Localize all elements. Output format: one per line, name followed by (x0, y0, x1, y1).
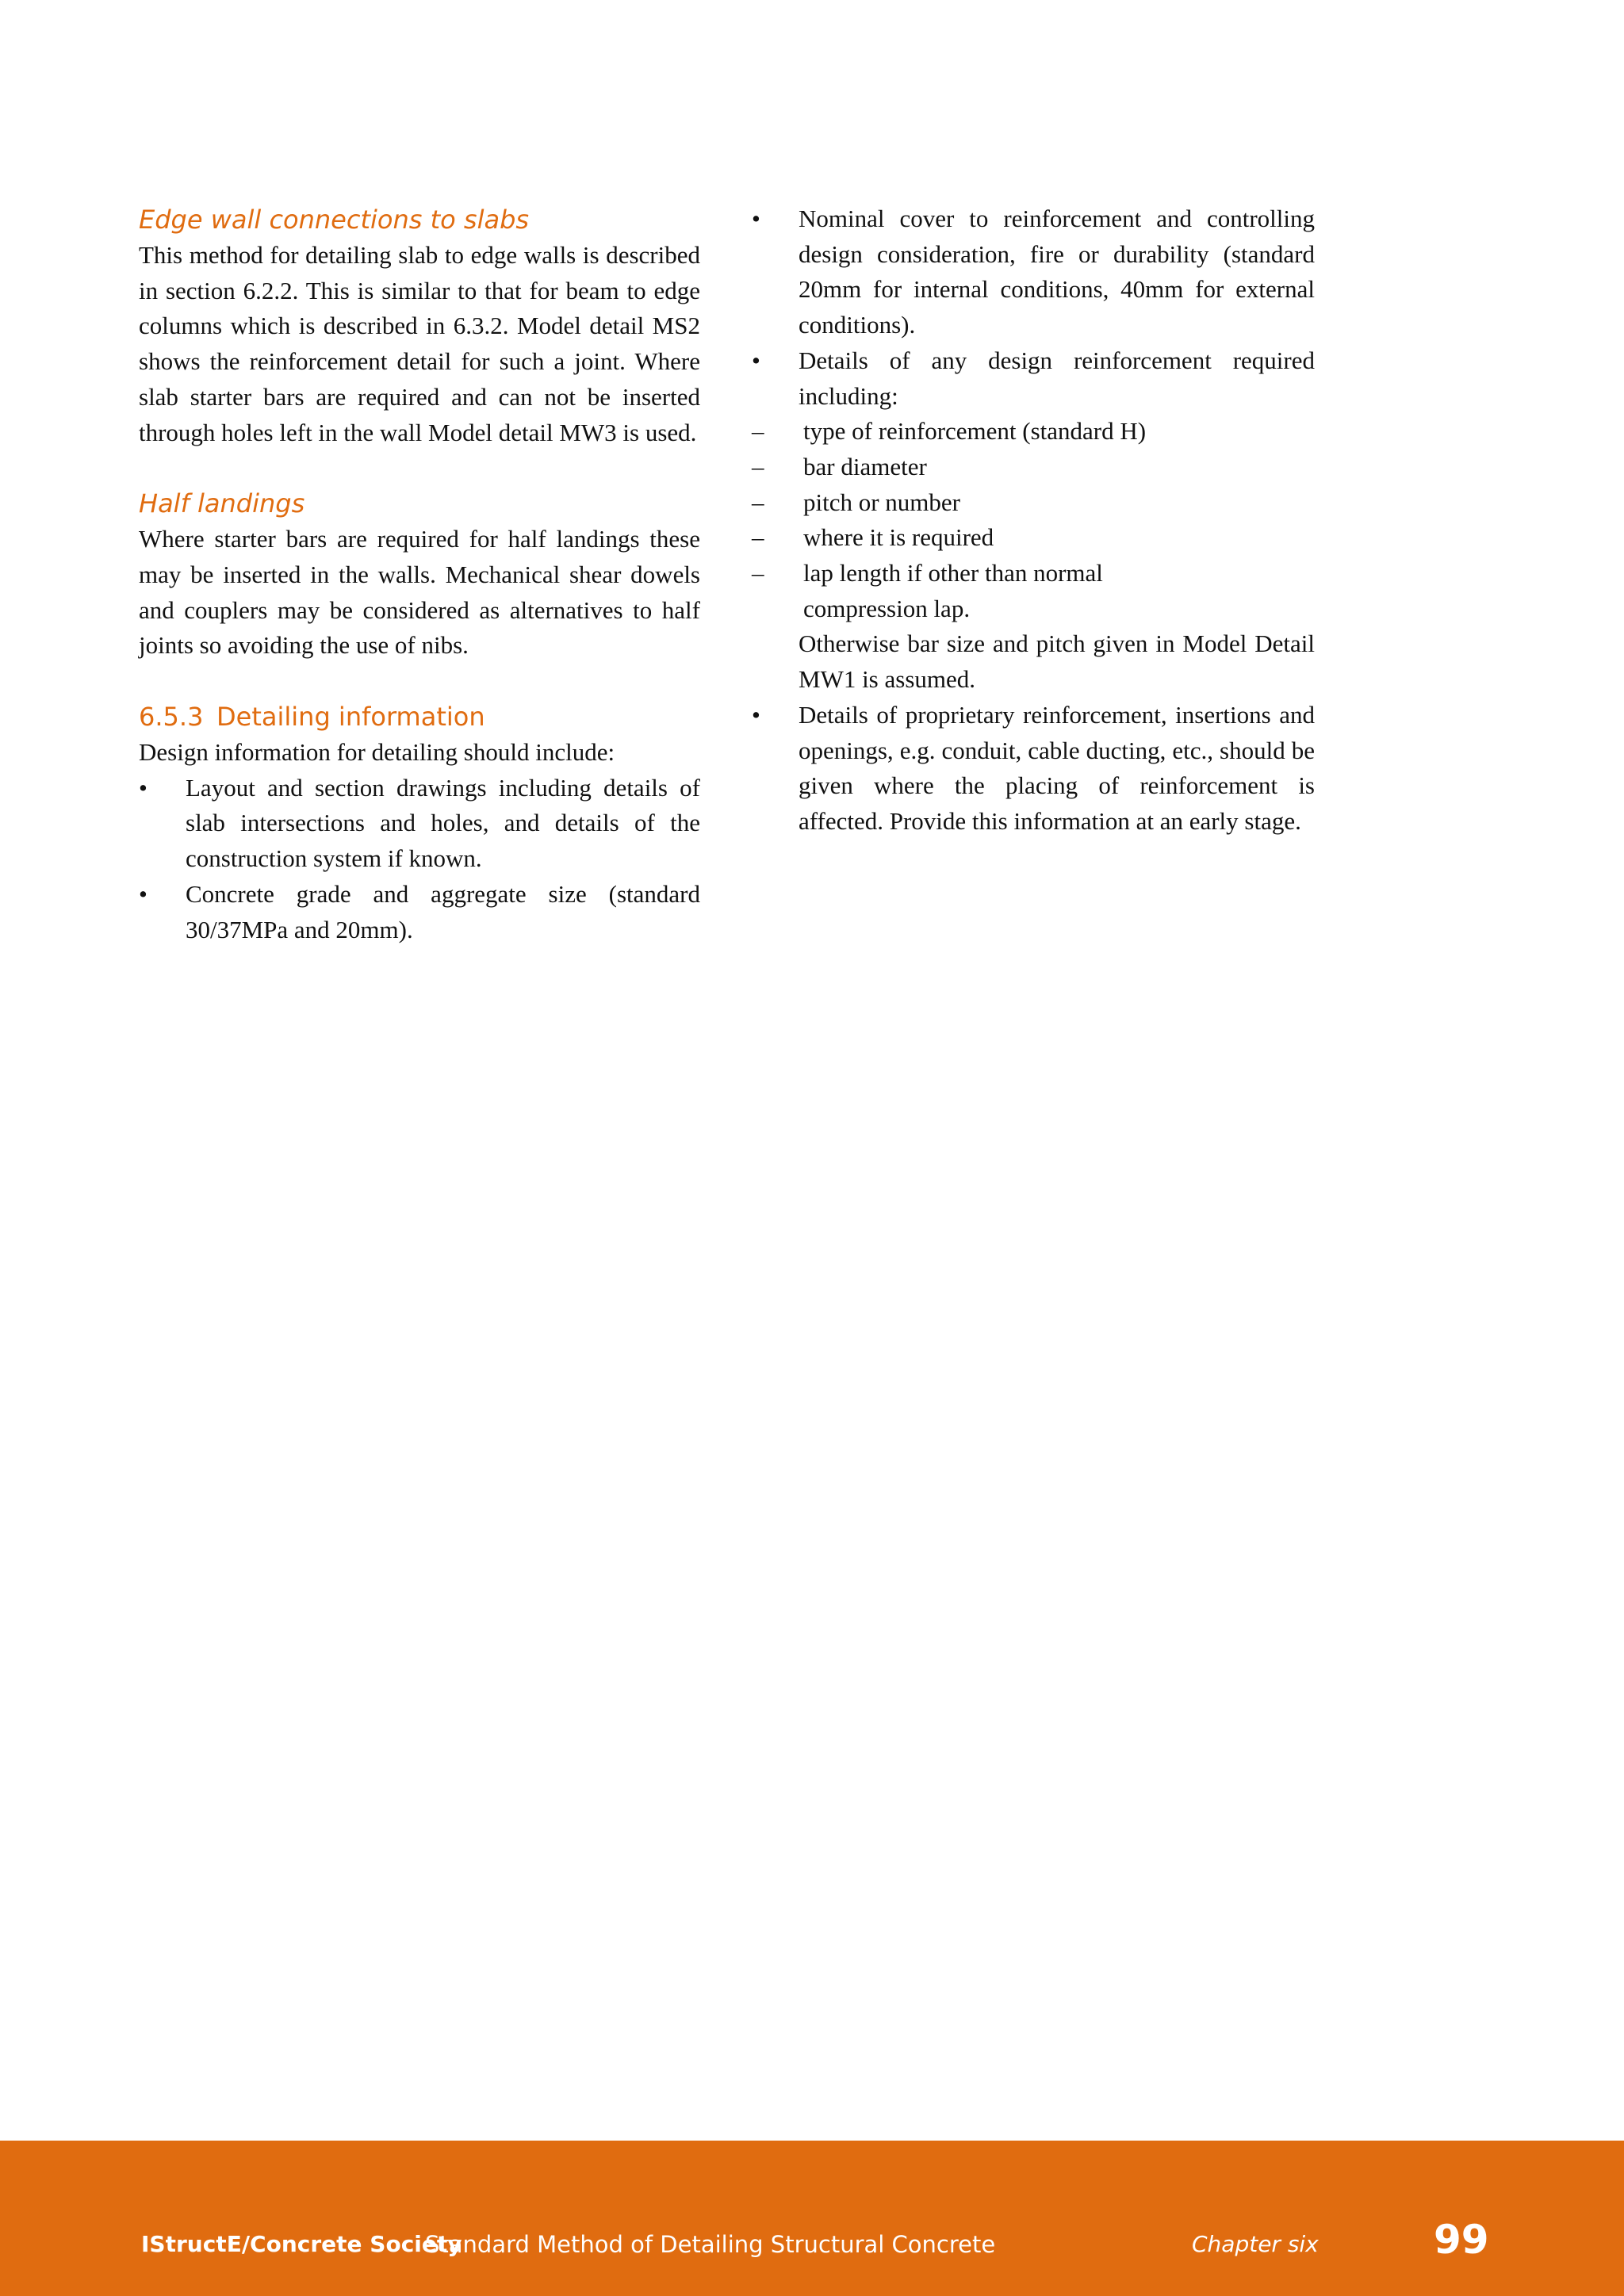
sub-list-item-text: pitch or number (803, 488, 961, 516)
dash-icon: – (752, 523, 764, 552)
list-item-text: Details of any design reinforcement required including: (799, 346, 1315, 410)
dash-icon: – (752, 559, 764, 587)
section-title: Detailing information (216, 702, 485, 733)
dash-list (752, 414, 1315, 626)
dash-icon: – (752, 417, 764, 446)
paragraph-edge-wall: This method for detailing slab to edge walls is described in section 6.2.2. This is similar to that for beam to edge columns which is described in 6.3.2. Model detail MS2 shows the reinforcement detail for such a joint. Where slab starter bars are required and can not be inserted through holes left in the wall Model detail MW3 is used. (139, 241, 700, 446)
bullet-list (139, 771, 700, 948)
bullet-icon: • (752, 346, 760, 374)
footer-publication-title: Standard Method of Detailing Structural Concrete (425, 2231, 996, 2258)
footer-chapter: Chapter six (1192, 2231, 1319, 2257)
section-number: 6.5.3 (139, 702, 204, 733)
sub-list-item (752, 485, 1315, 521)
left-column (139, 201, 700, 947)
paragraph-detailing-intro: Design information for detailing should include: (139, 738, 615, 767)
bullet-icon: • (139, 879, 147, 908)
spacer (139, 450, 700, 485)
list-item (752, 201, 1315, 343)
sub-list-item (752, 556, 1315, 626)
right-column (752, 201, 1315, 840)
bullet-icon: • (139, 773, 147, 802)
sub-list-item-text: lap length if other than normal compression lap. (803, 559, 1103, 622)
sub-list-item (752, 414, 1315, 450)
list-item-text: Details of proprietary reinforcement, insertions and openings, e.g. conduit, cable ducting, etc., should be given where the placing of reinforcement is affected. Provide this information at an early stage. (799, 700, 1315, 835)
sub-list-item (752, 520, 1315, 556)
section-heading-detailing-information (139, 698, 700, 735)
bullet-list (752, 201, 1315, 840)
bullet-icon: • (752, 205, 760, 232)
list-item (752, 698, 1315, 840)
dash-icon: – (752, 488, 764, 516)
page-number: 99 (1434, 2217, 1489, 2263)
footer-organization: IStructE/Concrete Society (141, 2231, 462, 2257)
list-item (139, 771, 700, 877)
list-item (139, 877, 700, 947)
section-heading-half-landings: Half landings (139, 488, 305, 519)
sub-list-item-text: type of reinforcement (standard H) (803, 417, 1147, 446)
paragraph-half-landings: Where starter bars are required for half landings these may be inserted in the walls. Mechanical shear dowels and couplers may be considered as alternatives to half joints so avoiding the use of nibs. (139, 525, 700, 660)
sub-list-item (752, 450, 1315, 485)
sub-list-item-text: where it is required (803, 523, 994, 552)
list-item-note: Otherwise bar size and pitch given in Model Detail MW1 is assumed. (799, 629, 1315, 694)
bullet-icon: • (752, 700, 760, 729)
section-heading-edge-wall: Edge wall connections to slabs (139, 205, 530, 235)
dash-icon: – (752, 452, 764, 480)
list-item-text: Nominal cover to reinforcement and controlling design consideration, fire or durability (standard 20mm for internal conditions, 40mm for external conditions). (799, 205, 1315, 339)
page-footer (0, 2141, 1624, 2296)
list-item (752, 343, 1315, 698)
sub-list-item-text: bar diameter (803, 452, 927, 480)
list-item-text: Concrete grade and aggregate size (standard 30/37MPa and 20mm). (186, 879, 700, 943)
spacer (139, 664, 700, 698)
list-item-text: Layout and section drawings including details of slab intersections and holes, and details of the construction system if known. (186, 773, 700, 873)
